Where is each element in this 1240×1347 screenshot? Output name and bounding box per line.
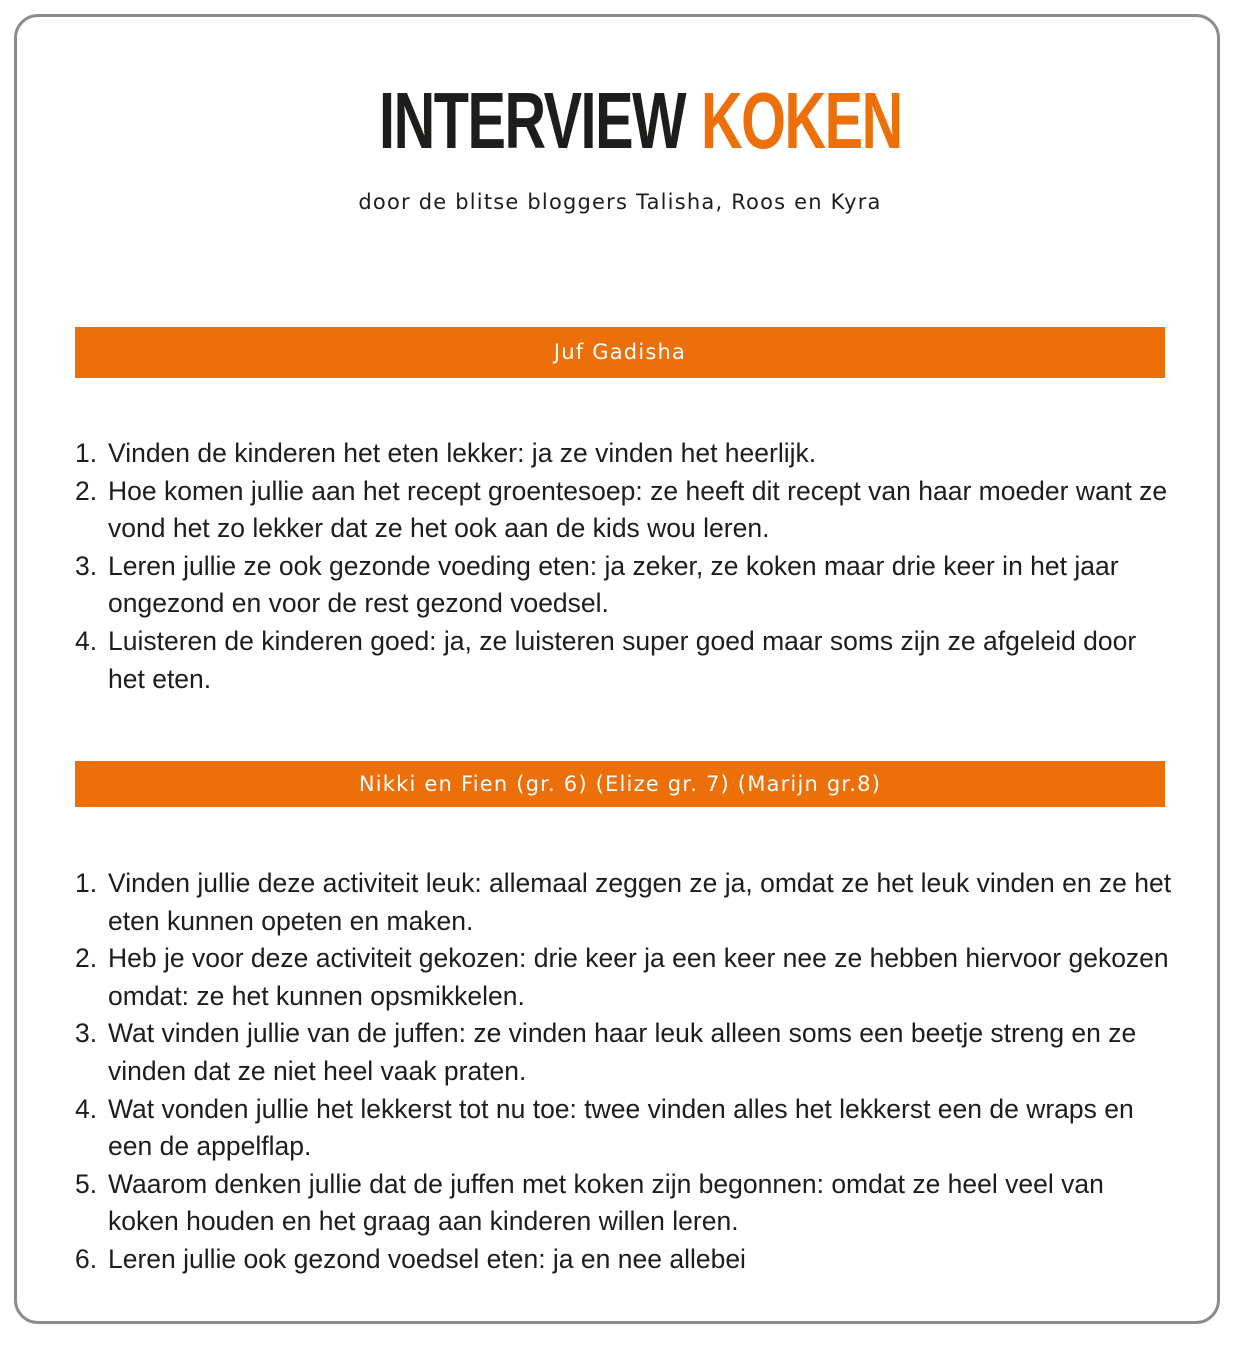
item-number: 6. <box>75 1243 98 1274</box>
byline: door de blitse bloggers Talisha, Roos en Kyra <box>358 190 882 214</box>
list-item <box>75 623 1175 698</box>
item-number: 4. <box>75 625 98 656</box>
page-title <box>0 66 1240 176</box>
item-number: 4. <box>75 1093 98 1124</box>
item-text: Wat vonden jullie het lekkerst tot nu toe: twee vinden alles het lekkerst een de wraps en een de appelflap. <box>108 1093 1134 1162</box>
list-item <box>75 940 1175 1015</box>
list-item <box>75 1241 1175 1279</box>
list-item <box>75 473 1175 548</box>
qa-list-juf-gadisha <box>75 435 1175 698</box>
list-item <box>75 548 1175 623</box>
item-number: 1. <box>75 868 98 898</box>
section-heading-juf-gadisha: Juf Gadisha <box>75 327 1165 378</box>
item-text: Luisteren de kinderen goed: ja, ze luisteren super goed maar soms zijn ze afgeleid door het eten. <box>108 625 1137 694</box>
section-heading-kids: Nikki en Fien (gr. 6) (Elize gr. 7) (Marijn gr.8) <box>75 761 1165 807</box>
item-text: Leren jullie ook gezond voedsel eten: ja en nee allebei <box>108 1243 746 1274</box>
list-item <box>75 865 1175 940</box>
item-number: 3. <box>75 1018 98 1049</box>
list-item <box>75 1015 1175 1090</box>
item-text: Heb je voor deze activiteit gekozen: drie keer ja een keer nee ze hebben hiervoor gekozen omdat: ze het kunnen opsmikkelen. <box>108 943 1169 1011</box>
item-number: 2. <box>75 475 98 506</box>
qa-list-kids <box>75 865 1175 1279</box>
item-text: Hoe komen jullie aan het recept groentesoep: ze heeft dit recept van haar moeder want ze vond het zo lekker dat ze het ook aan de kids wou leren. <box>108 475 1168 544</box>
title-word-koken: KOKEN <box>701 76 902 165</box>
item-text: Leren jullie ze ook gezonde voeding eten: ja zeker, ze koken maar drie keer in het jaar ongezond en voor de rest gezond voedsel. <box>108 550 1119 619</box>
item-text: Vinden de kinderen het eten lekker: ja ze vinden het heerlijk. <box>108 438 817 468</box>
list-item <box>75 1166 1175 1241</box>
list-item <box>75 1091 1175 1166</box>
item-text: Wat vinden jullie van de juffen: ze vinden haar leuk alleen soms een beetje streng en ze vinden dat ze niet heel vaak praten. <box>108 1018 1137 1086</box>
item-text: Waarom denken jullie dat de juffen met koken zijn begonnen: omdat ze heel veel van koken houden en het graag aan kinderen willen leren. <box>108 1168 1104 1237</box>
item-number: 3. <box>75 550 98 581</box>
title-word-interview: INTERVIEW <box>379 76 686 165</box>
item-number: 5. <box>75 1168 98 1199</box>
item-number: 1. <box>75 438 98 468</box>
list-item <box>75 435 1175 473</box>
item-number: 2. <box>75 943 98 974</box>
item-text: Vinden jullie deze activiteit leuk: allemaal zeggen ze ja, omdat ze het leuk vinden en ze het eten kunnen opeten en maken. <box>108 868 1172 936</box>
